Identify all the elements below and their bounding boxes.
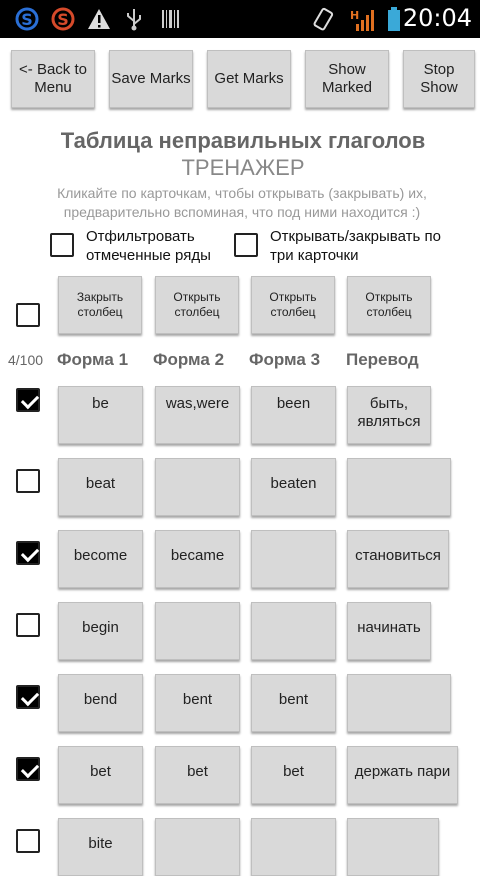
progress-counter: 4/100 xyxy=(8,352,44,368)
select-all-checkbox[interactable] xyxy=(16,303,40,327)
row-checkbox[interactable] xyxy=(16,685,40,709)
signal-h-icon xyxy=(348,7,376,31)
row-checkbox[interactable] xyxy=(16,829,40,853)
barcode-icon xyxy=(160,7,180,31)
verb-card-form2[interactable] xyxy=(155,602,240,660)
verb-card-form2[interactable] xyxy=(155,458,240,516)
page-subtitle: ТРЕНАЖЕР xyxy=(181,155,305,180)
verb-card-form3[interactable]: bet xyxy=(251,746,336,804)
open-column-4-button[interactable]: Открыть столбец xyxy=(347,276,431,334)
column-header-form3: Форма 3 xyxy=(249,350,321,369)
app-s-red-icon xyxy=(50,7,76,31)
instructions-text: Кликайте по карточкам, чтобы открывать (закрывать) их, предварительно вспоминая, что под ними находится :) xyxy=(57,185,427,220)
show-marked-button[interactable]: Show Marked xyxy=(305,50,389,108)
filter-marked-rows-checkbox[interactable] xyxy=(50,233,74,257)
verb-card-form3[interactable]: bent xyxy=(251,674,336,732)
svg-text:S: S xyxy=(21,10,33,29)
save-marks-button[interactable]: Save Marks xyxy=(109,50,193,108)
verb-card-form1[interactable]: bet xyxy=(58,746,143,804)
verb-card-form1[interactable]: be xyxy=(58,386,143,444)
column-header-translation: Перевод xyxy=(346,350,419,369)
open-column-2-button[interactable]: Открыть столбец xyxy=(155,276,239,334)
row-checkbox[interactable] xyxy=(16,613,40,637)
verb-card-form1[interactable]: bend xyxy=(58,674,143,732)
verb-card-form3[interactable] xyxy=(251,530,336,588)
row-checkbox[interactable] xyxy=(16,541,40,565)
warning-icon xyxy=(87,7,111,31)
verb-card-form2[interactable]: bet xyxy=(155,746,240,804)
svg-text:S: S xyxy=(57,10,69,29)
open-three-cards-label: Открывать/закрывать по три карточки xyxy=(270,228,441,264)
usb-icon xyxy=(124,7,144,31)
row-checkbox[interactable] xyxy=(16,469,40,493)
verb-card-form3[interactable] xyxy=(251,818,336,876)
get-marks-button[interactable]: Get Marks xyxy=(207,50,291,108)
app-s-blue-icon xyxy=(14,7,40,31)
verb-card-form1[interactable]: bite xyxy=(58,818,143,876)
verb-card-form3[interactable] xyxy=(251,602,336,660)
column-header-form1: Форма 1 xyxy=(57,350,129,369)
column-header-form2: Форма 2 xyxy=(153,350,225,369)
verb-card-form2[interactable]: was,were xyxy=(155,386,240,444)
page-title: Таблица неправильных глаголов xyxy=(60,128,426,153)
row-checkbox[interactable] xyxy=(16,757,40,781)
battery-icon xyxy=(386,7,404,31)
stop-show-button[interactable]: Stop Show xyxy=(403,50,475,108)
verb-card-translation[interactable]: быть, являться xyxy=(347,386,431,444)
row-checkbox[interactable] xyxy=(16,388,40,412)
filter-marked-rows-label: Отфильтровать отмеченные ряды xyxy=(86,228,211,264)
status-time: 20:04 xyxy=(402,4,472,32)
close-column-1-button[interactable]: Закрыть столбец xyxy=(58,276,142,334)
verb-card-form3[interactable]: been xyxy=(251,386,336,444)
verb-card-form3[interactable]: beaten xyxy=(251,458,336,516)
verb-card-translation[interactable] xyxy=(347,674,451,732)
verb-card-translation[interactable]: держать пари xyxy=(347,746,458,804)
open-three-cards-checkbox[interactable] xyxy=(234,233,258,257)
verb-card-translation[interactable] xyxy=(347,458,451,516)
verb-card-translation[interactable]: начинать xyxy=(347,602,431,660)
verb-card-form1[interactable]: beat xyxy=(58,458,143,516)
verb-card-translation[interactable]: становиться xyxy=(347,530,449,588)
status-bar xyxy=(0,0,480,38)
verb-card-translation[interactable] xyxy=(347,818,439,876)
verb-card-form2[interactable]: bent xyxy=(155,674,240,732)
screen-rotation-icon xyxy=(312,7,336,31)
back-to-menu-button[interactable]: <- Back to Menu xyxy=(11,50,95,108)
verb-card-form2[interactable]: became xyxy=(155,530,240,588)
verb-card-form1[interactable]: begin xyxy=(58,602,143,660)
verb-card-form1[interactable]: become xyxy=(58,530,143,588)
verb-card-form2[interactable] xyxy=(155,818,240,876)
open-column-3-button[interactable]: Открыть столбец xyxy=(251,276,335,334)
svg-text:H: H xyxy=(350,9,360,22)
